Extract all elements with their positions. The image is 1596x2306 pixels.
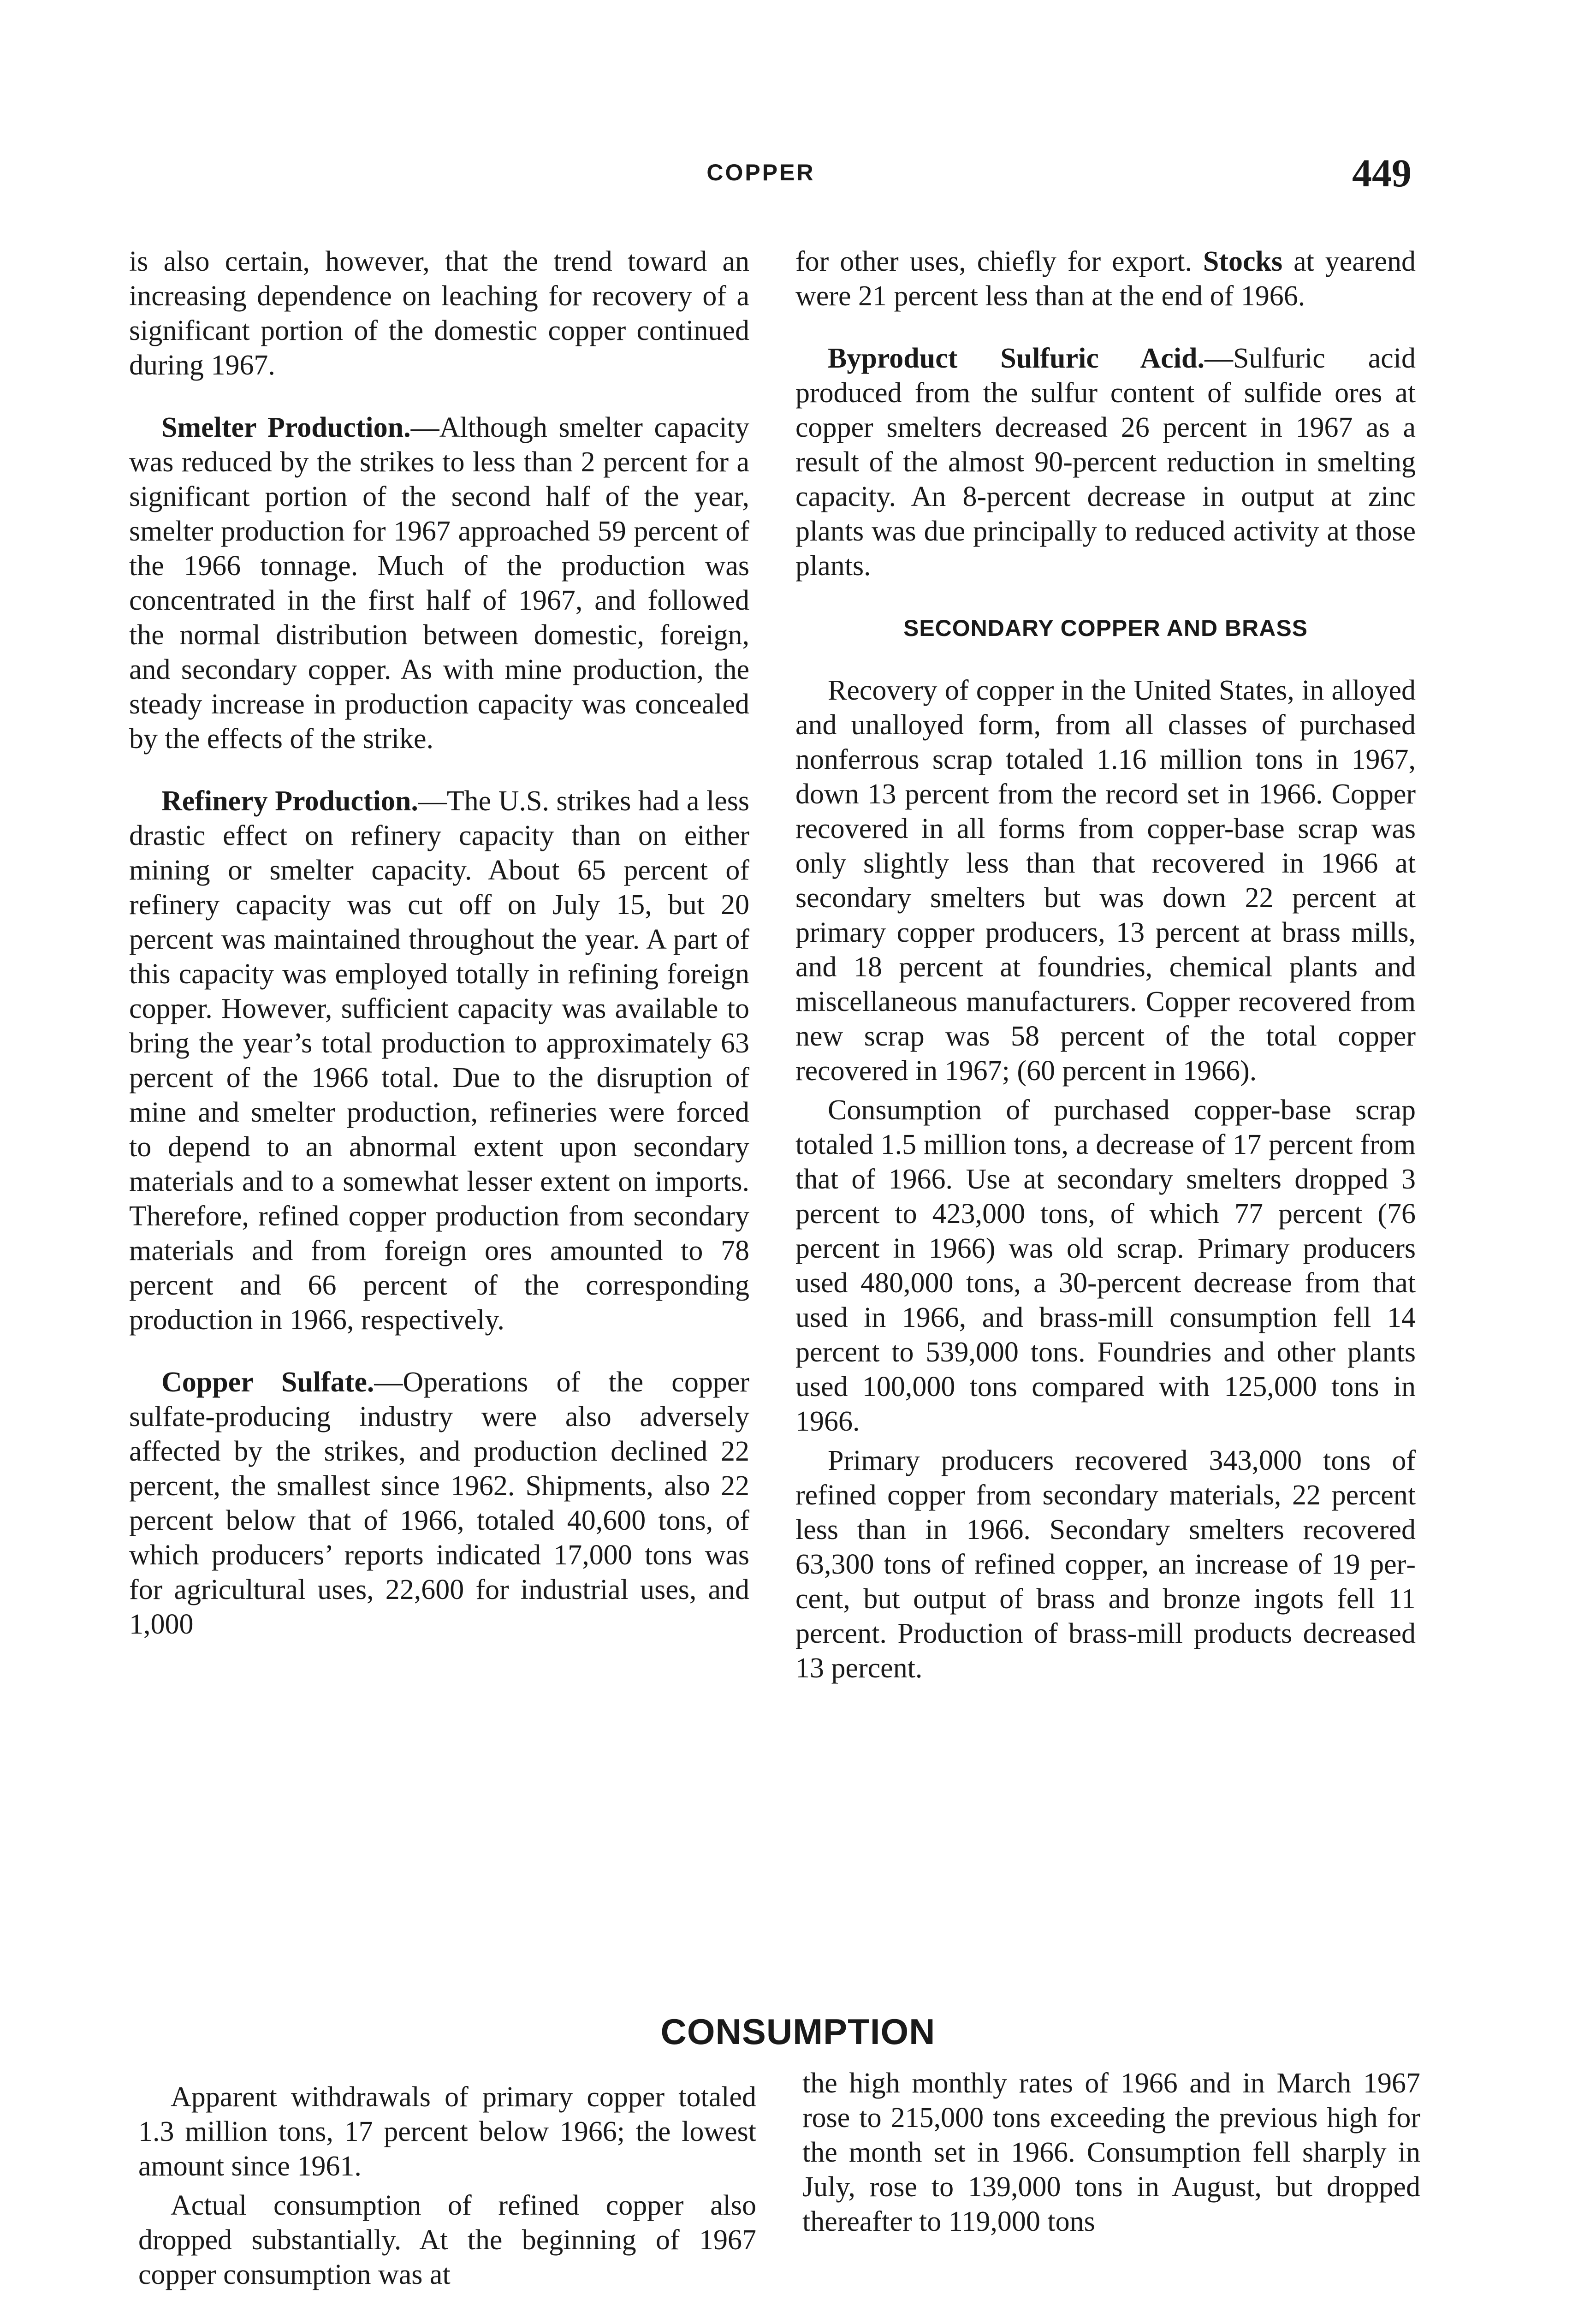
run-in-head-refinery: Refinery Production. — [161, 785, 418, 817]
sulfuric-acid-body: —Sulfuric acid produced from the sulfur content of sulfide ores at copper smelters decreased 26 percent in 1967 as a result of the almost 90-percent reduction in smelting capacity. An 8-percent decrease in output at zinc plants was due principally to reduced activity at those plants. — [795, 343, 1416, 582]
running-title: COPPER — [706, 160, 815, 185]
paragraph-other-uses — [795, 244, 1416, 314]
run-in-head-smelter: Smelter Production. — [161, 412, 411, 443]
paragraph-scrap-consumption: Consumption of purchased copper-base scrap totaled 1.5 million tons, a decrease of 17 percent from that of 1966. Use at secondary smelters dropped 3 percent to 423,000 tons, of which 77 percent (76 percent in 1966) was old scrap. Primary producers used 480,000 tons, a 30-percent decrease from that used in 1966, and brass-mill consumption fell 14 percent to 539,000 tons. Foundries and other plants used 100,000 tons compared with 125,000 tons in 1966. — [795, 1094, 1416, 1437]
paragraph-primary-producers: Primary producers recovered 343,000 tons of refined copper from secondary materials, 22 percent less than in 1966. Secondary smelters recovered 63,300 tons of refined copper, an increase of 19 percent, but output of brass and bronze ingots fell 11 percent. Production of brass-mill products decreased 13 percent. — [795, 1445, 1416, 1684]
paragraph-monthly-rates: the high monthly rates of 1966 and in March 1967 rose to 215,000 tons exceeding the previous high for the month set in 1966. Consumption fell sharply in July, rose to 139,000 tons in August, but dropped thereafter to 119,000 tons — [802, 2068, 1420, 2237]
paragraph-smelter-production — [129, 410, 749, 756]
paragraph-refinery-production — [129, 784, 749, 1337]
run-in-head-sulfuric-acid: Byproduct Sulfuric Acid. — [828, 343, 1204, 374]
other-uses-text: for other uses, chiefly for export. — [795, 246, 1203, 277]
paragraph-byproduct-sulfuric-acid — [795, 341, 1416, 583]
stocks-bold: Stocks — [1203, 246, 1283, 277]
page-number: 449 — [1352, 151, 1412, 195]
lower-left-column — [138, 2080, 756, 2292]
run-in-head-copper-sulfate: Copper Sulfate. — [161, 1367, 374, 1398]
other-uses-rest: at yearend were 21 percent less than at the end of 1966. — [795, 246, 1416, 312]
paragraph-apparent-withdrawals: Apparent withdrawals of primary copper totaled 1.3 million tons, 17 percent below 1966; the lowest amount since 1961. — [138, 2081, 756, 2182]
upper-left-column — [129, 244, 749, 1642]
paragraph-actual-consumption: Actual consumption of refined copper also dropped substantially. At the beginning of 1967 copper consumption was at — [138, 2190, 756, 2290]
paragraph-recovery-of-copper: Recovery of copper in the United States, in alloyed and unalloyed form, from all classes of purchased nonferrous scrap totaled 1.16 million tons in 1967, down 13 percent from the record set in 1966. Copper recovered in all forms from copper-base scrap was only slightly less than that recovered in 1966 at secondary smelters but was down 22 percent at primary copper producers, 13 percent at brass mills, and 18 percent at foundries, chemical plants and miscellaneous manufacturers. Copper recovered from new scrap was 58 percent of the total copper recovered in 1967; (60 percent in 1966). — [795, 675, 1416, 1087]
paragraph-copper-sulfate — [129, 1365, 749, 1642]
refinery-body: —The U.S. strikes had a less drastic effect on refinery capacity than on either mining or smelter capacity. About 65 percent of refinery capacity was cut off on July 15, but 20 percent was maintained throughout the year. A part of this capacity was employed totally in refining foreign copper. However, sufficient capacity was available to bring the year’s total production to approximately 63 percent of the 1966 total. Due to the disruption of mine and smelter production, refineries were forced to depend to an abnormal extent upon secondary materials and to a somewhat lesser extent on imports. Therefore, refined copper production from secondary materials and from foreign ores amounted to 78 percent and 66 percent of the corresponding production in 1966, respectively. — [129, 785, 749, 1336]
running-head — [0, 151, 1596, 210]
copper-sulfate-body: —Operations of the copper sulfate-producing industry were also adversely affected by the strikes, and production declined 22 percent, the smallest since 1962. Shipments, also 22 percent below that of 1966, totaled 40,600 tons, of which producers’ reports indicated 17,000 tons was for agricultural uses, 22,600 for industrial uses, and 1,000 — [129, 1367, 749, 1640]
upper-right-column — [795, 244, 1416, 1686]
smelter-body: —Although smelter capacity was reduced by the strikes to less than 2 percent for a significant portion of the second half of the year, smelter production for 1967 approached 59 percent of the 1966 tonnage. Much of the production was concentrated in the first half of 1967, and followed the normal distribution between domestic, foreign, and secondary copper. As with mine production, the steady increase in production capacity was concealed by the effects of the strike. — [129, 412, 749, 755]
section-heading-consumption: CONSUMPTION — [660, 2011, 936, 2052]
lower-right-column — [802, 2066, 1420, 2239]
section-heading-secondary-copper: SECONDARY COPPER AND BRASS — [903, 615, 1308, 641]
paragraph-leaching-trend: is also certain, however, that the trend toward an increasing dependence on leaching for recovery of a significant portion of the domestic copper continued during 1967. — [129, 246, 749, 381]
